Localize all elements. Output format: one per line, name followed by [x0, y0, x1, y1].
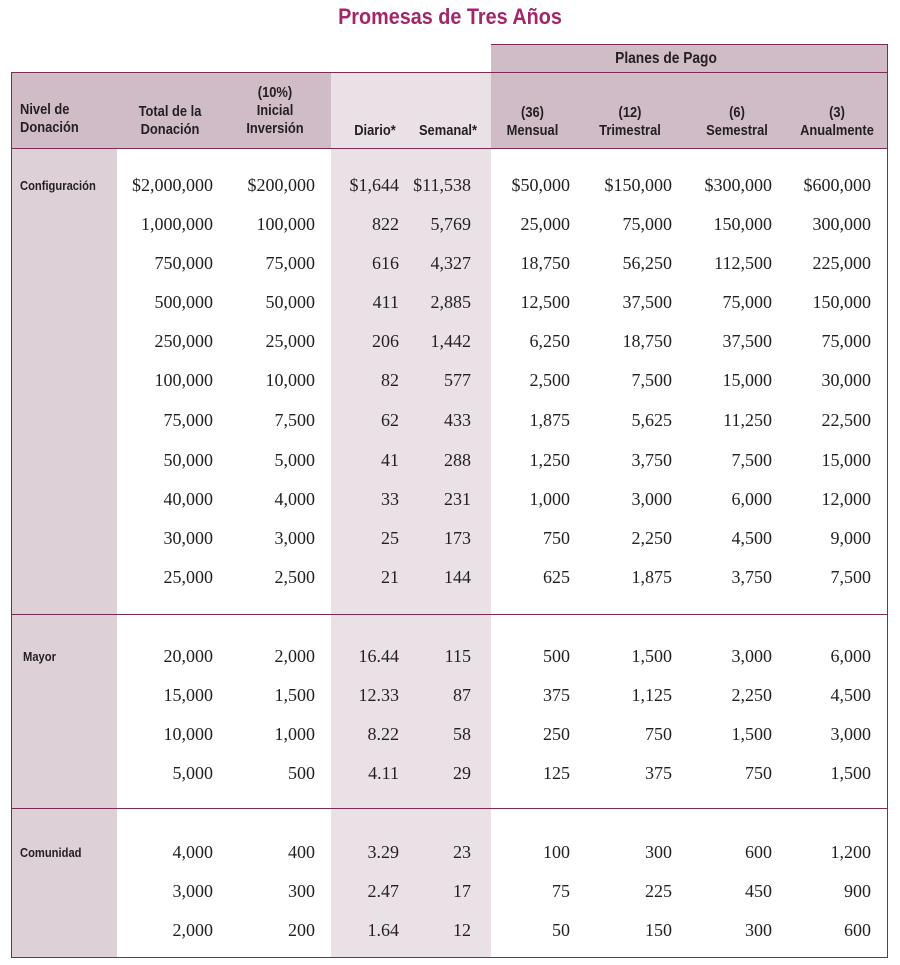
cell-quarterly: 37,500: [622, 292, 672, 312]
cell-daily: 411: [372, 292, 399, 312]
cell-daily: 16.44: [358, 646, 399, 666]
cell-weekly: 4,327: [430, 253, 471, 273]
header-annual-line2: Anualmente: [800, 122, 874, 139]
level-column-shade: [12, 149, 117, 958]
cell-monthly: 750: [543, 528, 570, 548]
header-quarterly-line1: (12): [618, 104, 642, 121]
cell-semiannual: 600: [745, 842, 772, 862]
cell-total: 2,000: [172, 920, 213, 940]
cell-semiannual: 1,500: [731, 724, 772, 744]
header-initial: [232, 84, 318, 138]
cell-monthly: 50: [552, 920, 570, 940]
cell-semiannual: 2,250: [731, 685, 772, 705]
cell-annual: 75,000: [821, 331, 871, 351]
header-semiannual-line2: Semestral: [706, 122, 768, 139]
rule-header-bottom: [12, 148, 888, 149]
header-level: [20, 101, 106, 137]
cell-initial: 3,000: [274, 528, 315, 548]
cell-monthly: $50,000: [511, 175, 570, 195]
cell-monthly: 375: [543, 685, 570, 705]
cell-annual: 22,500: [821, 410, 871, 430]
cell-annual: 30,000: [821, 370, 871, 390]
cell-annual: 6,000: [830, 646, 871, 666]
cell-initial: 500: [288, 763, 315, 783]
cell-weekly: 577: [444, 370, 471, 390]
cell-semiannual: 6,000: [731, 489, 772, 509]
cell-initial: 2,500: [274, 567, 315, 587]
cell-daily: 1.64: [367, 920, 399, 940]
cell-daily: 82: [381, 370, 399, 390]
cell-semiannual: $300,000: [704, 175, 772, 195]
cell-total: 100,000: [154, 370, 213, 390]
header-total: [124, 103, 215, 139]
cell-annual: 3,000: [830, 724, 871, 744]
cell-monthly: 1,000: [529, 489, 570, 509]
cell-initial: 5,000: [274, 450, 315, 470]
cell-weekly: 29: [453, 763, 471, 783]
rule-right: [887, 44, 888, 958]
cell-semiannual: 7,500: [731, 450, 772, 470]
header-semiannual: [698, 104, 775, 140]
header-monthly: [500, 104, 565, 140]
page-title: Promesas de Tres Años: [338, 4, 562, 29]
cell-semiannual: 3,750: [731, 567, 772, 587]
cell-weekly: 144: [444, 567, 471, 587]
cell-semiannual: 3,000: [731, 646, 772, 666]
payment-plans-label: Planes de Pago: [615, 50, 717, 67]
header-annual: [797, 104, 878, 140]
cell-weekly: 2,885: [430, 292, 471, 312]
cell-total: 1,000,000: [141, 214, 213, 234]
cell-monthly: 1,875: [529, 410, 570, 430]
cell-semiannual: 300: [745, 920, 772, 940]
cell-quarterly: 300: [645, 842, 672, 862]
cell-total: 40,000: [163, 489, 213, 509]
rule-top: [12, 72, 888, 73]
cell-monthly: 2,500: [529, 370, 570, 390]
cell-initial: 200: [288, 920, 315, 940]
cell-total: 500,000: [154, 292, 213, 312]
header-quarterly-line2: Trimestral: [599, 122, 661, 139]
cell-semiannual: 112,500: [714, 253, 772, 273]
header-level-line1: Nivel de: [20, 101, 70, 118]
cell-initial: 100,000: [256, 214, 315, 234]
cell-monthly: 125: [543, 763, 570, 783]
cell-initial: $200,000: [247, 175, 315, 195]
cell-annual: 12,000: [821, 489, 871, 509]
cell-monthly: 100: [543, 842, 570, 862]
cell-monthly: 1,250: [529, 450, 570, 470]
cell-daily: 33: [381, 489, 399, 509]
cell-semiannual: 750: [745, 763, 772, 783]
cell-weekly: 173: [444, 528, 471, 548]
cell-quarterly: 375: [645, 763, 672, 783]
cell-total: 750,000: [154, 253, 213, 273]
cell-annual: 15,000: [821, 450, 871, 470]
header-initial-line2: Inicial: [256, 102, 294, 119]
cell-weekly: 288: [444, 450, 471, 470]
cell-total: 15,000: [163, 685, 213, 705]
cell-monthly: 500: [543, 646, 570, 666]
cell-weekly: 23: [453, 842, 471, 862]
cell-weekly: 1,442: [430, 331, 471, 351]
daily-weekly-column-shade: [331, 73, 491, 958]
cell-total: 25,000: [163, 567, 213, 587]
cell-daily: 616: [372, 253, 399, 273]
cell-daily: 4.11: [368, 763, 399, 783]
cell-initial: 10,000: [265, 370, 315, 390]
cell-quarterly: 7,500: [631, 370, 672, 390]
cell-quarterly: 750: [645, 724, 672, 744]
header-quarterly: [591, 104, 668, 140]
group-label-comunidad: Comunidad: [20, 845, 82, 860]
header-semiannual-line1: (6): [729, 104, 745, 121]
rule-left: [11, 72, 12, 958]
cell-initial: 75,000: [265, 253, 315, 273]
cell-daily: 8.22: [367, 724, 399, 744]
cell-quarterly: 5,625: [631, 410, 672, 430]
cell-annual: 225,000: [812, 253, 871, 273]
cell-initial: 300: [288, 881, 315, 901]
cell-daily: 3.29: [367, 842, 399, 862]
cell-quarterly: 1,500: [631, 646, 672, 666]
rule-group-1: [12, 614, 888, 615]
cell-quarterly: 1,125: [631, 685, 672, 705]
cell-annual: 4,500: [830, 685, 871, 705]
cell-weekly: 87: [453, 685, 471, 705]
header-level-line2: Donación: [20, 119, 79, 136]
cell-monthly: 12,500: [520, 292, 570, 312]
cell-total: 75,000: [163, 410, 213, 430]
cell-initial: 4,000: [274, 489, 315, 509]
cell-monthly: 25,000: [520, 214, 570, 234]
cell-weekly: 231: [444, 489, 471, 509]
cell-daily: 21: [381, 567, 399, 587]
cell-annual: $600,000: [803, 175, 871, 195]
cell-monthly: 250: [543, 724, 570, 744]
cell-weekly: 58: [453, 724, 471, 744]
cell-annual: 150,000: [812, 292, 871, 312]
cell-annual: 300,000: [812, 214, 871, 234]
rule-top-payment: [491, 44, 888, 45]
cell-weekly: $11,538: [413, 175, 471, 195]
cell-semiannual: 37,500: [722, 331, 772, 351]
cell-total: 50,000: [163, 450, 213, 470]
cell-daily: 2.47: [367, 881, 399, 901]
cell-total: 250,000: [154, 331, 213, 351]
cell-initial: 50,000: [265, 292, 315, 312]
cell-semiannual: 11,250: [723, 410, 772, 430]
cell-daily: 206: [372, 331, 399, 351]
header-annual-line1: (3): [829, 104, 845, 121]
cell-total: 30,000: [163, 528, 213, 548]
cell-monthly: 18,750: [520, 253, 570, 273]
cell-monthly: 6,250: [529, 331, 570, 351]
cell-quarterly: 3,000: [631, 489, 672, 509]
cell-quarterly: 225: [645, 881, 672, 901]
header-daily: Diario*: [354, 122, 396, 139]
cell-initial: 7,500: [274, 410, 315, 430]
cell-semiannual: 75,000: [722, 292, 772, 312]
cell-semiannual: 150,000: [713, 214, 772, 234]
cell-quarterly: 150: [645, 920, 672, 940]
cell-initial: 25,000: [265, 331, 315, 351]
cell-annual: 9,000: [830, 528, 871, 548]
cell-monthly: 75: [552, 881, 570, 901]
cell-quarterly: 1,875: [631, 567, 672, 587]
cell-total: $2,000,000: [132, 175, 213, 195]
cell-total: 20,000: [163, 646, 213, 666]
cell-total: 4,000: [172, 842, 213, 862]
cell-annual: 7,500: [830, 567, 871, 587]
header-monthly-line1: (36): [521, 104, 544, 121]
cell-initial: 400: [288, 842, 315, 862]
cell-semiannual: 4,500: [731, 528, 772, 548]
cell-daily: 25: [381, 528, 399, 548]
cell-monthly: 625: [543, 567, 570, 587]
cell-weekly: 12: [453, 920, 471, 940]
cell-daily: 822: [372, 214, 399, 234]
cell-initial: 2,000: [274, 646, 315, 666]
cell-quarterly: $150,000: [604, 175, 672, 195]
cell-quarterly: 75,000: [622, 214, 672, 234]
cell-daily: 62: [381, 410, 399, 430]
cell-daily: $1,644: [349, 175, 399, 195]
cell-quarterly: 3,750: [631, 450, 672, 470]
cell-quarterly: 18,750: [622, 331, 672, 351]
cell-annual: 900: [844, 881, 871, 901]
cell-weekly: 433: [444, 410, 471, 430]
cell-total: 10,000: [163, 724, 213, 744]
cell-quarterly: 2,250: [631, 528, 672, 548]
rule-bottom: [12, 957, 888, 958]
group-label-configuracion: Configuración: [20, 178, 96, 193]
cell-initial: 1,500: [274, 685, 315, 705]
rule-group-2: [12, 808, 888, 809]
header-total-line2: Donación: [140, 121, 200, 138]
cell-weekly: 115: [444, 646, 471, 666]
cell-annual: 1,500: [830, 763, 871, 783]
cell-quarterly: 56,250: [622, 253, 672, 273]
cell-semiannual: 450: [745, 881, 772, 901]
cell-semiannual: 15,000: [722, 370, 772, 390]
cell-total: 5,000: [172, 763, 213, 783]
cell-daily: 12.33: [358, 685, 399, 705]
cell-weekly: 17: [453, 881, 471, 901]
group-label-mayor: Mayor: [23, 649, 56, 664]
header-weekly: Semanal*: [418, 122, 478, 139]
header-initial-line1: (10%): [257, 84, 293, 101]
cell-annual: 1,200: [830, 842, 871, 862]
header-monthly-line2: Mensual: [506, 122, 559, 139]
header-total-line1: Total de la: [138, 103, 202, 120]
header-initial-line3: Inversión: [246, 120, 304, 137]
cell-total: 3,000: [172, 881, 213, 901]
cell-annual: 600: [844, 920, 871, 940]
cell-daily: 41: [381, 450, 399, 470]
cell-initial: 1,000: [274, 724, 315, 744]
cell-weekly: 5,769: [430, 214, 471, 234]
